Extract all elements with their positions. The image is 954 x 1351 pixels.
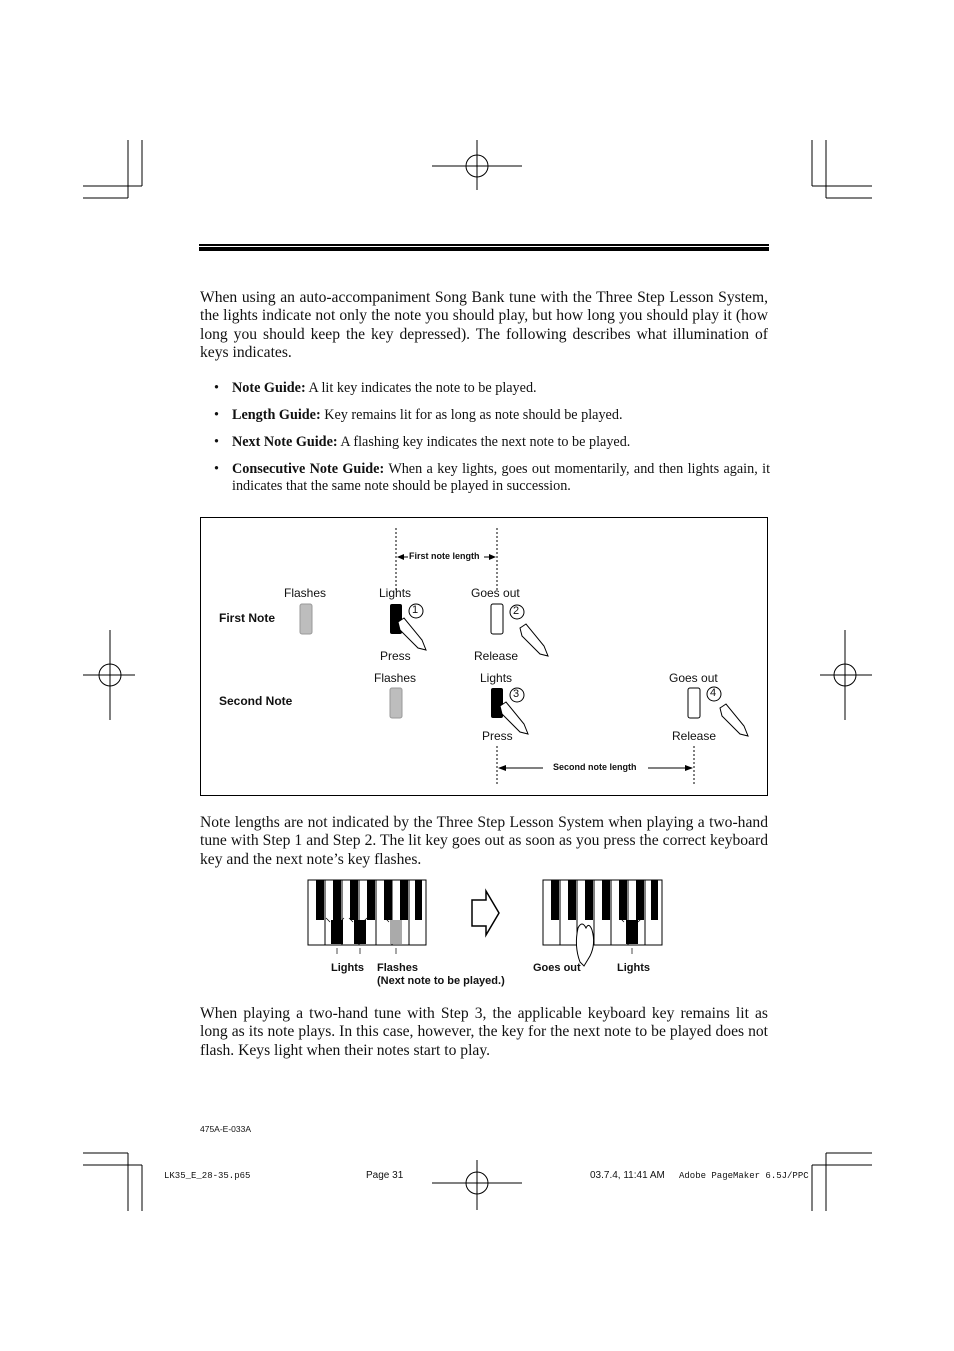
lights-label: Lights (480, 671, 513, 685)
keyboard-right (543, 880, 662, 966)
arrow-icon (472, 891, 499, 935)
application-name: Adobe PageMaker 6.5J/PPC (679, 1171, 809, 1181)
list-item: • Consecutive Note Guide: When a key lights, goes out momentarily, and then lights again, it indicates that the same note should be played in succession. (214, 460, 771, 495)
press-label: Press (482, 729, 513, 743)
hand-icon (576, 924, 593, 966)
page-number: Page 31 (366, 1170, 404, 1181)
kb-next-note-label: (Next note to be played.) (377, 975, 505, 987)
press-label: Press (380, 649, 411, 663)
step-number: 3 (513, 688, 520, 700)
intro-paragraph: When using an auto-accompaniment Song Bank tune with the Three Step Lesson System, the lights indicate not only the note you should play, but how long you should play it (how long you should keep the key depressed). The following describes what illumination of keys indicates. (200, 289, 768, 362)
keyboard-left (308, 880, 426, 954)
list-item: • Note Guide: A lit key indicates the note to be played. (214, 380, 537, 396)
first-note-length-label: First note length (409, 551, 480, 561)
first-note-label: First Note (219, 611, 276, 625)
document-code: 475A-E-033A (200, 1124, 252, 1134)
kb-lights-label: Lights (331, 962, 364, 974)
step-number: 1 (412, 604, 419, 616)
print-date: 03.7.4, 11:41 AM (590, 1170, 665, 1181)
flashes-label: Flashes (374, 671, 417, 685)
kb-flashes-label: Flashes (377, 962, 418, 974)
step-number: 4 (710, 687, 717, 699)
list-item: • Next Note Guide: A flashing key indicates the next note to be played. (214, 433, 631, 450)
step3-paragraph: When playing a two-hand tune with Step 3, the applicable keyboard key remains lit as long as its note plays. In this case, however, the key for the next note to be played does not flash. Keys light when their notes start to play. (200, 1005, 768, 1059)
release-label: Release (474, 649, 519, 663)
second-note-label: Second Note (219, 694, 293, 708)
flashes-label: Flashes (284, 586, 327, 600)
kb-lights-right-label: Lights (617, 962, 650, 974)
second-note-length-label: Second note length (553, 762, 637, 772)
release-label: Release (672, 729, 717, 743)
step12-paragraph: Note lengths are not indicated by the Three Step Lesson System when playing a two-hand tune with Step 1 and Step 2. The lit key goes out as soon as you press the correct keyboard key and the next note’s key flashes. (200, 814, 768, 868)
list-item: • Length Guide: Key remains lit for as long as note should be played. (214, 406, 623, 423)
lights-label: Lights (379, 586, 412, 600)
goes-out-label: Goes out (471, 586, 520, 600)
file-name: LK35_E_28-35.p65 (164, 1171, 251, 1181)
kb-goes-out-label: Goes out (533, 962, 581, 974)
goes-out-label: Goes out (669, 671, 718, 685)
step-number: 2 (513, 605, 520, 617)
